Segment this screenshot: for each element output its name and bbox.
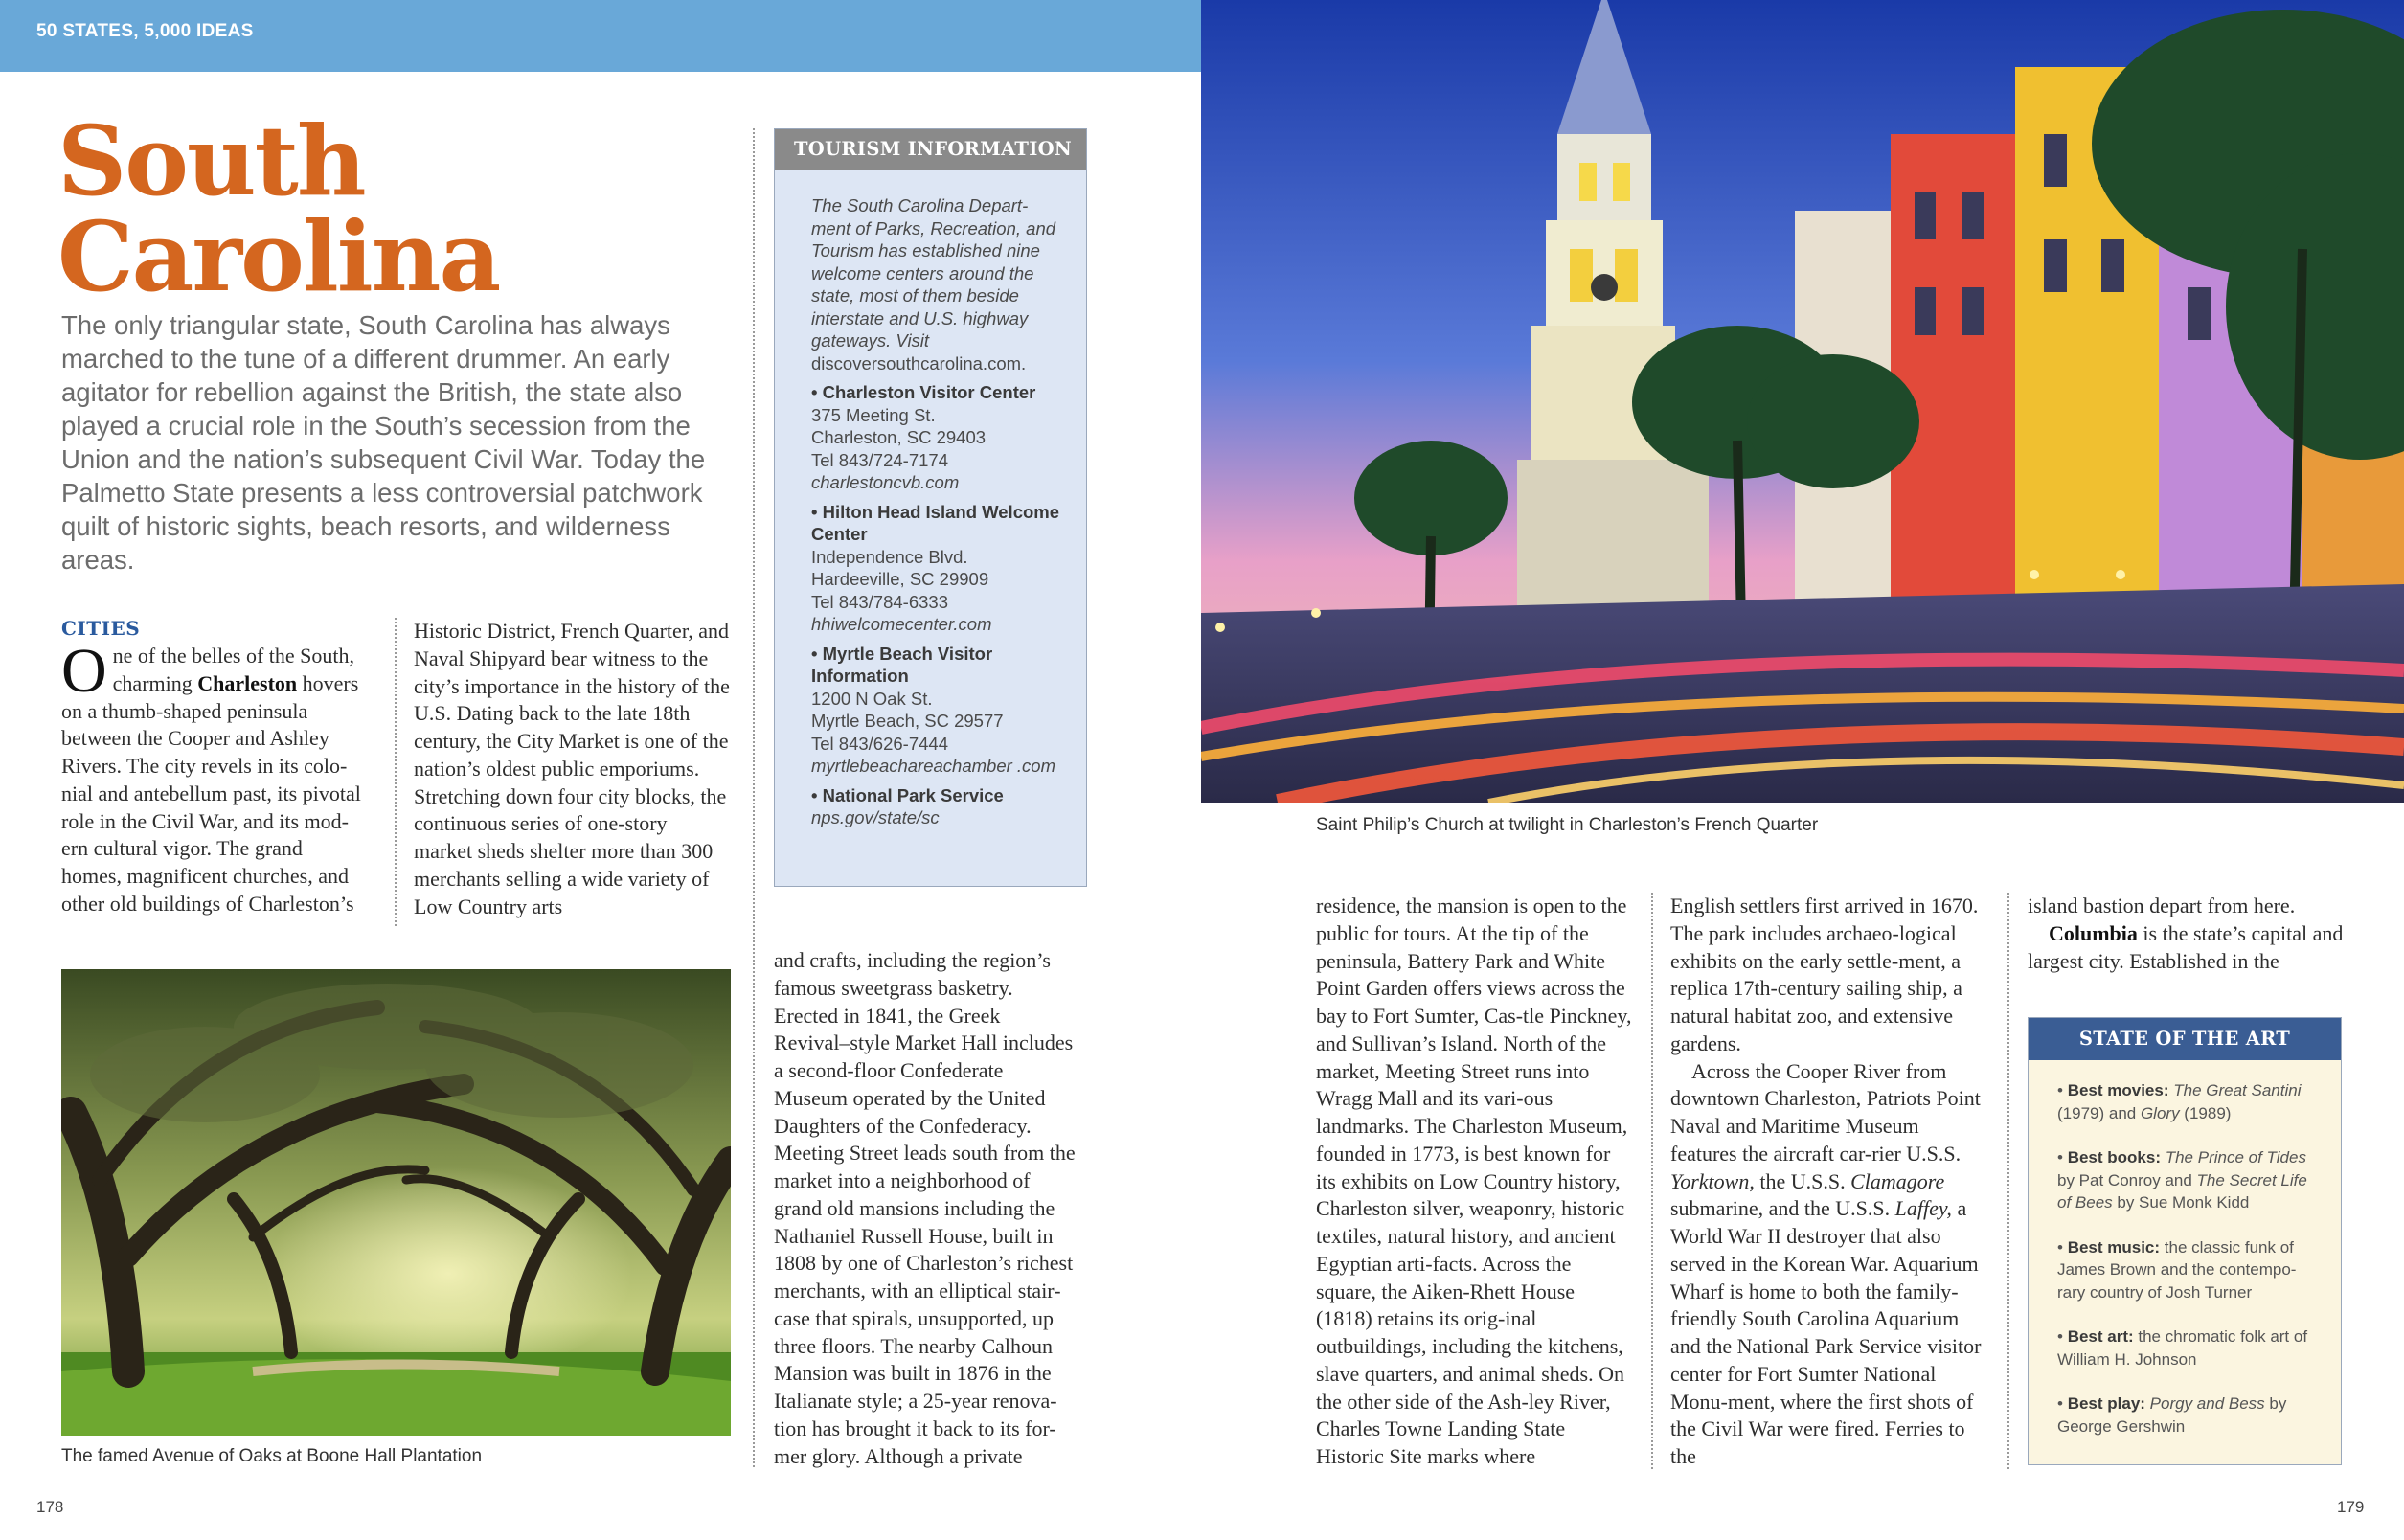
section-heading-cities: CITIES [61,617,141,640]
tourism-website: myrtlebeachareachamber .com [811,756,1055,776]
tourism-intro: The South Carolina Depart-ment of Parks, Recreation, and Tourism has established nine welcome centers around the state, most of them beside interstate and U.S. highway gateways. Visit discoversouthcarolina.com. [811,195,1056,374]
art-item-text: The Secret Life of Bees [2057,1170,2307,1212]
state-of-the-art-list [2029,1060,2341,1438]
art-item-label: Best play: [2067,1394,2150,1413]
body-column-4: residence, the mansion is open to the public for tours. At the tip of the peninsula, Battery Park and White Point Garden offers views across the bay to Fort Sumter, Cas-tle Pinckney, and Sullivan’s Island. North of the market, Meeting Street runs into Wragg Mall and its vari-ous landmarks. The Charleston Museum, founded in 1773, is best known for its exhibits on Low Country history, Charleston silver, weaponry, historic textiles, natural history, and ancient Egyptian arti-facts. Across the square, the Aiken-Rhett House (1818) retains its orig-inal outbuildings, including the kitchens, slave quarters, and animal sheds. On the other side of the Ash-ley River, Charles Towne Landing State Historic Site marks where [1316,894,1632,1468]
art-item-label: Best music: [2067,1237,2165,1257]
column-divider [1651,893,1653,1469]
state-of-the-art-heading: STATE OF THE ART [2029,1018,2341,1060]
body-column-3: and crafts, including the region’s famous sweetgrass basketry. Erected in 1841, the Greek Revival–style Market Hall includes a second-floor Confederate Museum operated by the United Daughters of the Confederacy. Meeting Street leads south from the market into a neighborhood of grand old mansions including the Nathaniel Russell House, built in 1808 by one of Charleston’s richest merchants, with an elliptical stair-case that spirals, unsupported, up three floors. The nearby Calhoun Mansion was built in 1876 in the Italianate style; a 25-year renova-tion has brought it back to its for-mer glory. Although a private [774,948,1076,1468]
avenue-of-oaks-image [61,969,731,1436]
saint-philips-church-image [1201,0,2404,803]
body-column-5: English settlers first arrived in 1670. The park includes archaeo-logical exhibits on the early settle-ment, a replica 17th-century sailing ship, a natural habitat zoo, and extensive gardens. Across the Cooper River from downtown Charleston, Patriots Point Naval and Maritime Museum features the aircraft car-rier U.S.S. Yorktown, the U.S.S. Clamagore submarine, and the U.S.S. Laffey, a World War II destroyer that also served in the Korean War. Aquarium Wharf is home to both the family-friendly South Carolina Aquarium and the National Park Service visitor center for Fort Sumter National Monu-ment, where the first shots of the Civil War were fired. Ferries to the [1670,894,1982,1468]
page-number-right: 179 [2337,1498,2365,1516]
avenue-of-oaks-photo [61,969,731,1436]
tourism-entry: • Charleston Visitor Center 375 Meeting St. Charleston, SC 29403 Tel 843/724-7174 charlestoncvb.com [811,381,1067,494]
intro-paragraph: The only triangular state, South Carolina has always marched to the tune of a different drummer. An early agitator for rebellion against the British, the state also played a crucial role in the South’s secession from the Union and the nation’s subsequent Civil War. Today the Palmetto State presents a less controversial patchwork quilt of historic sights, beach resorts, and wilderness areas. [61,310,706,575]
tourism-website: hhiwelcomecenter.com [811,614,992,634]
page-number-left: 178 [36,1498,64,1516]
drop-cap: O [61,636,107,706]
art-item-text: the chromatic folk art of William H. Johnson [2057,1327,2308,1369]
art-item-text: Porgy and Bess [2149,1394,2265,1413]
tourism-info-heading: TOURISM INFORMATION [775,129,1086,170]
tourism-entry: • Myrtle Beach Visitor Information 1200 N Oak St. Myrtle Beach, SC 29577 Tel 843/626-7444 myrtlebeachareachamber .com [811,643,1067,778]
art-item-text: (1989) [2179,1103,2232,1122]
tourism-entry: • Hilton Head Island Welcome Center Independence Blvd. Hardeeville, SC 29909 Tel 843/784-6333 hhiwelcomecenter.com [811,501,1067,636]
art-item-text: The Prince of Tides [2165,1148,2306,1166]
title-line-2: Carolina [57,200,500,313]
state-of-the-art-box [2028,1017,2342,1465]
column-divider [2007,893,2009,1469]
bullet: • [2057,1394,2068,1413]
art-item-text: Glory [2140,1103,2180,1122]
art-list-item [2057,1393,2324,1438]
art-list-item [2057,1146,2324,1214]
tourism-website: nps.gov/state/sc [811,807,940,827]
art-list-item [2057,1325,2324,1370]
art-list-item [2057,1079,2324,1124]
art-item-text: by George Gershwin [2057,1394,2287,1436]
art-item-text: The Great Santini [2173,1081,2302,1099]
title-line-1: South [57,104,365,217]
column-divider [753,128,755,1467]
bullet: • [2057,1237,2068,1257]
bullet: • [2057,1081,2068,1099]
page-title [57,104,500,313]
running-header: 50 STATES, 5,000 IDEAS [36,21,254,41]
body-column-6: island bastion depart from here. Columbia is the state’s capital and largest city. Established in the [2028,894,2344,973]
art-item-label: Best movies: [2067,1081,2174,1099]
body-column-1: One of the belles of the South, charming Charleston hovers on a thumb-shaped peninsula between the Cooper and Ashley Rivers. The city revels in its colo-nial and antebellum past, its pivotal role in the Civil War, and its mod-ern cultural vigor. The grand homes, magnificent churches, and other old buildings of Charleston’s [61,636,361,916]
art-item-text: by Pat Conroy and [2057,1170,2197,1189]
tourism-info-body [775,170,1086,829]
body-column-2: Historic District, French Quarter, and Naval Shipyard bear witness to the city’s importance in the history of the U.S. Dating back to the late 18th century, the City Market is one of the nation’s oldest public emporiums. Stretching down four city blocks, the continuous series of one-story market sheds shelter more than 300 merchants selling a wide variety of Low Country arts [414,619,730,918]
art-item-text: (1979) and [2057,1103,2141,1122]
art-item-text: by Sue Monk Kidd [2112,1193,2250,1212]
art-item-label: Best art: [2067,1327,2139,1346]
tourism-entry: • National Park Service nps.gov/state/sc [811,784,1067,829]
bullet: • [2057,1148,2068,1166]
art-item-label: Best books: [2067,1148,2166,1166]
art-item-text: the classic funk of James Brown and the contempo-rary country of Josh Turner [2057,1237,2297,1302]
tourism-info-box [774,128,1087,887]
bullet: • [2057,1327,2068,1346]
column-divider [395,618,397,926]
tourism-website: charlestoncvb.com [811,472,960,492]
art-list-item [2057,1236,2324,1304]
photo-caption-church: Saint Philip’s Church at twilight in Charleston’s French Quarter [1316,815,1819,835]
photo-caption-oaks: The famed Avenue of Oaks at Boone Hall Plantation [61,1446,483,1466]
saint-philips-church-photo [1201,0,2404,803]
